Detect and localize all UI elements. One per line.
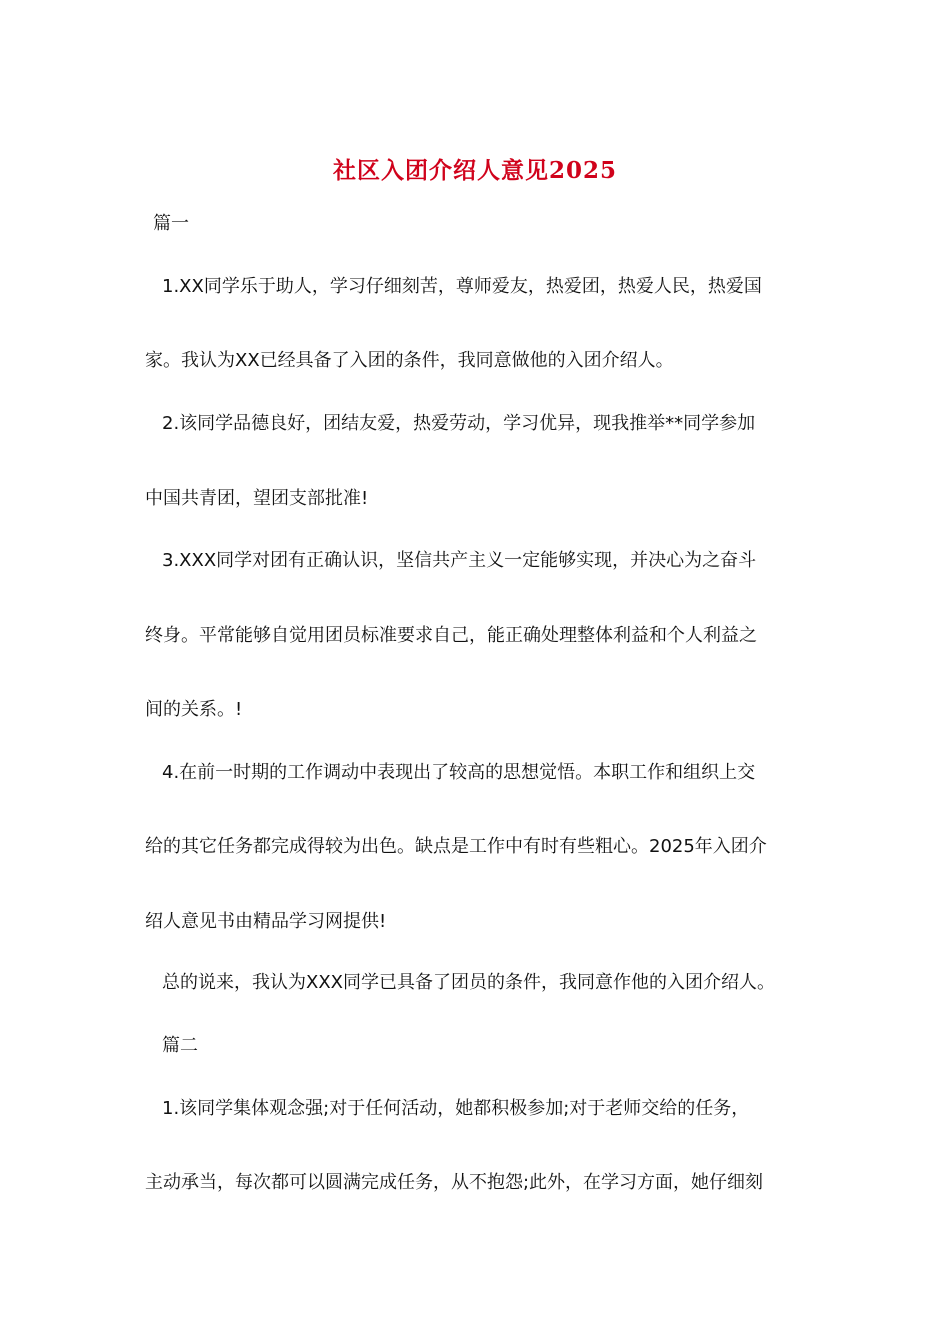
paragraph-line: 给的其它任务都完成得较为出色。缺点是工作中有时有些粗心。2025年入团介 [145,836,767,857]
paragraph-line: 终身。平常能够自觉用团员标准要求自己，能正确处理整体利益和个人利益之 [145,625,757,646]
document-title: 社区入团介绍人意见2025 [332,157,617,184]
section-heading-2: 篇二 [162,1035,198,1056]
paragraph-line: 4.在前一时期的工作调动中表现出了较高的思想觉悟。本职工作和组织上交 [162,762,756,783]
paragraph-line: 主动承当，每次都可以圆满完成任务，从不抱怨;此外，在学习方面，她仔细刻 [145,1172,764,1193]
paragraph-line: 1.XX同学乐于助人，学习仔细刻苦，尊师爱友，热爱团，热爱人民，热爱国 [162,276,762,297]
paragraph-line: 总的说来，我认为XXX同学已具备了团员的条件，我同意作他的入团介绍人。 [162,972,775,993]
paragraph-line: 中国共青团，望团支部批准! [145,488,369,509]
paragraph-line: 间的关系。! [145,699,243,720]
section-heading-1: 篇一 [153,213,189,234]
paragraph-line: 2.该同学品德良好，团结友爱，热爱劳动，学习优异，现我推举**同学参加 [162,413,756,434]
paragraph-line: 绍人意见书由精品学习网提供! [145,911,387,932]
paragraph-line: 3.XXX同学对团有正确认识，坚信共产主义一定能够实现，并决心为之奋斗 [162,550,757,571]
paragraph-line: 家。我认为XX已经具备了入团的条件，我同意做他的入团介绍人。 [145,350,674,371]
paragraph-line: 1.该同学集体观念强;对于任何活动，她都积极参加;对于老师交给的任务， [162,1098,750,1119]
